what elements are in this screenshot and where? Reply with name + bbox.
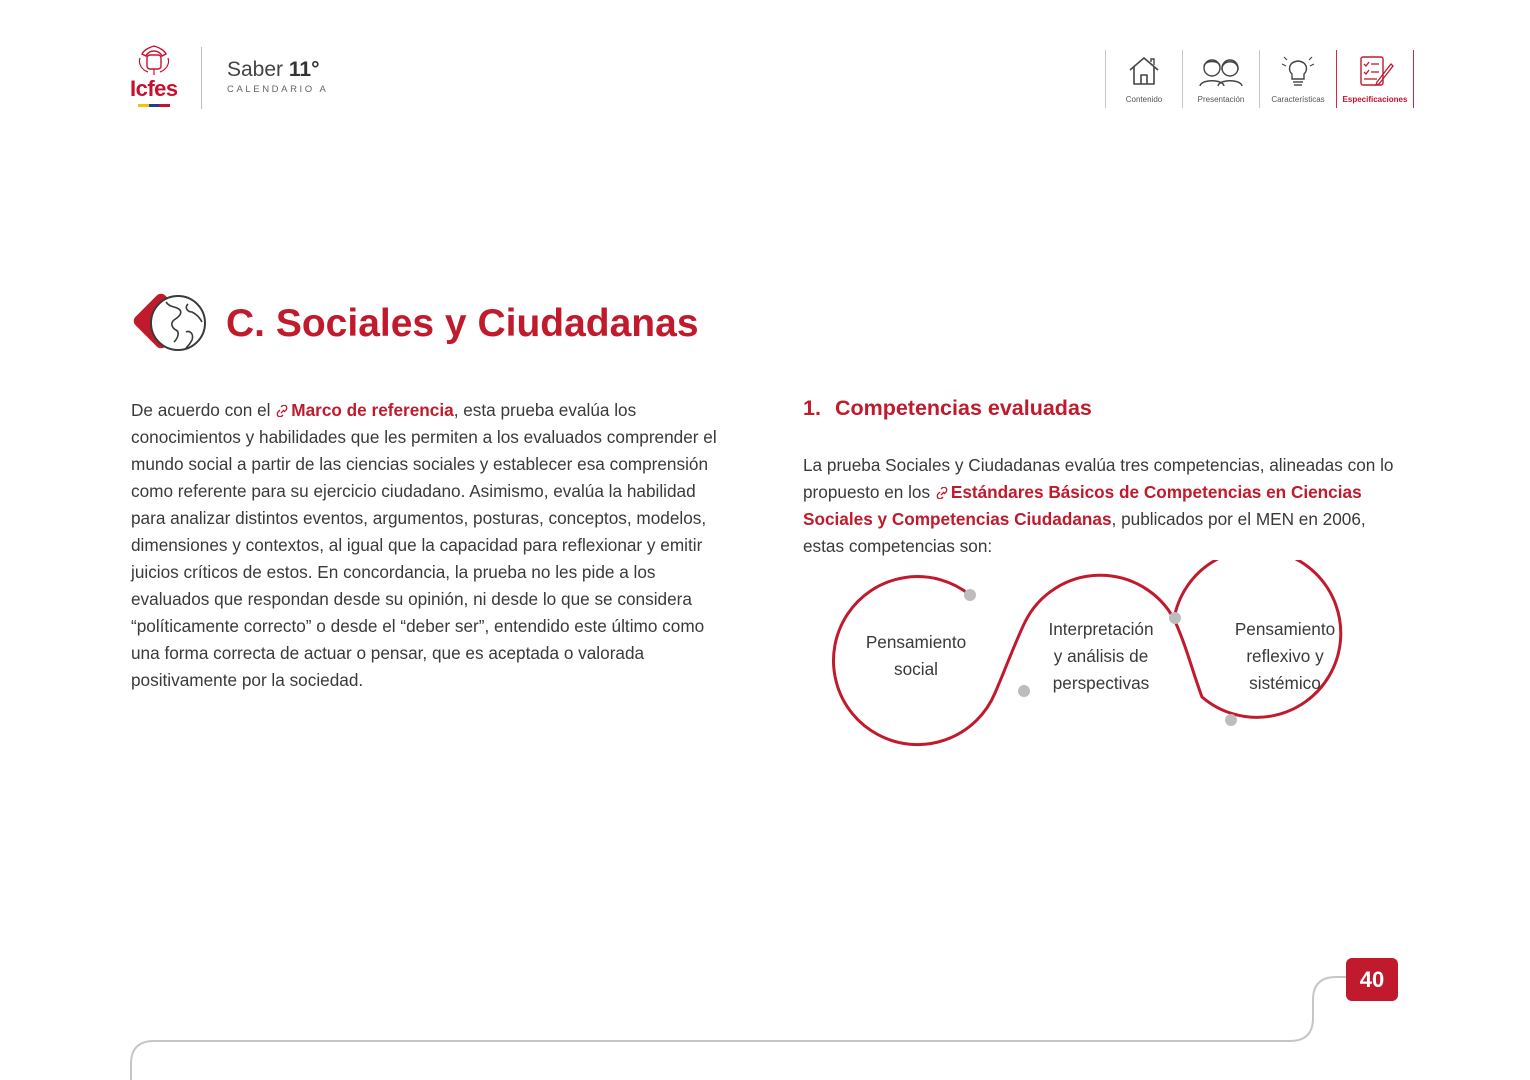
competencia-line: perspectivas [1052, 673, 1150, 693]
subsection-title [803, 396, 1092, 421]
competencias-diagram [800, 560, 1400, 760]
flag-bar [138, 104, 170, 107]
nav-especificaciones[interactable] [1336, 50, 1414, 108]
home-icon [1126, 54, 1162, 88]
subsection-number: 1. [803, 396, 821, 420]
lightbulb-icon [1278, 54, 1318, 88]
competencias-tail: , publicados por el MEN en 2006, estas competencias son: [803, 509, 1366, 556]
nav-caracteristicas[interactable] [1259, 50, 1336, 108]
connector-dot [1225, 714, 1237, 726]
section-title: C. Sociales y Ciudadanas [226, 302, 699, 345]
header-divider [201, 47, 202, 109]
nav-label: Especificaciones [1342, 95, 1408, 104]
product-grade: 11° [288, 58, 320, 81]
footer-frame-line [0, 940, 1530, 1080]
intro-body: , esta prueba evalúa los conocimientos y habilidades que les permiten a los evaluados comprender el mundo social a partir de las ciencias sociales y establecer esa comprensión como referente para su ejercicio ciudadano. Asimismo, evalúa la habilidad para analizar distintos eventos, argumentos, posturas, conceptos, modelos, dimensiones y contextos, al igual que la capacidad para reflexionar y emitir juicios críticos de estos. En concordancia, la prueba no les pide a los evaluados que respondan desde su opinión, ni desde lo que se considera “políticamente correcto” o desde el “deber ser”, entendido este último como una forma correcta de actuar o pensar, que es aceptada o valorada positivamente por la sociedad. [131, 400, 717, 690]
competencia-pensamiento-social [841, 629, 991, 683]
competencia-line: sistémico [1249, 673, 1321, 693]
people-icon [1197, 54, 1245, 88]
competencia-line: y análisis de [1053, 646, 1149, 666]
marco-referencia-link-text: Marco de referencia [291, 400, 454, 420]
page-number-badge: 40 [1346, 958, 1398, 1001]
nav-label: Contenido [1125, 95, 1163, 104]
competencia-pensamiento-reflexivo [1210, 616, 1360, 697]
intro-lead: De acuerdo con el [131, 400, 276, 420]
competencias-lead: La prueba Sociales y Ciudadanas evalúa tres competencias, alineadas con lo propuesto en los [803, 455, 1394, 502]
nav-label: Características [1271, 95, 1325, 104]
estandares-link-text: Estándares Básicos de Competencias en Ciencias Sociales y Competencias Ciudadanas [803, 482, 1362, 529]
competencia-line: social [894, 659, 938, 679]
subsection-title-text: Competencias evaluadas [834, 396, 1092, 420]
section-icon [130, 290, 210, 360]
marco-referencia-link[interactable] [275, 400, 453, 420]
globe-icon [130, 290, 210, 360]
nav-label: Presentación [1197, 95, 1245, 104]
checklist-icon [1355, 54, 1395, 88]
link-icon [275, 405, 289, 417]
competencia-line: reflexivo y [1246, 646, 1324, 666]
top-nav [1105, 50, 1414, 110]
nav-presentacion[interactable] [1182, 50, 1259, 108]
coat-of-arms-icon [128, 44, 180, 78]
competencias-paragraph [803, 452, 1403, 560]
product-name: Saber [227, 58, 284, 81]
competencia-line: Pensamiento [865, 632, 967, 652]
product-title [227, 58, 320, 82]
competencia-interpretacion [1026, 616, 1176, 697]
competencia-line: Interpretación [1048, 619, 1154, 639]
link-icon [935, 487, 949, 499]
nav-contenido[interactable] [1105, 50, 1182, 108]
intro-paragraph [131, 397, 731, 694]
product-subtitle: CALENDARIO A [227, 84, 329, 95]
competencia-line: Pensamiento [1234, 619, 1336, 639]
connector-dot [964, 589, 976, 601]
icfes-wordmark: Icfes [130, 76, 178, 101]
